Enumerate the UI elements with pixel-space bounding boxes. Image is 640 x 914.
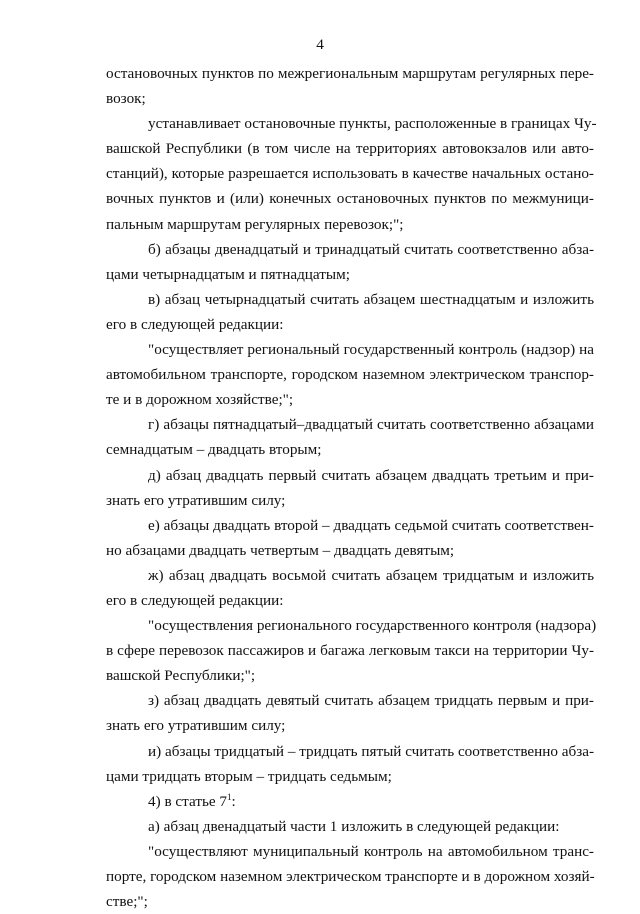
line-text: вашской Республики (в том числе на территориях автовокзалов или авто-: [106, 140, 594, 158]
text-line: [106, 839, 594, 864]
text-line: [106, 764, 594, 789]
text-line: [106, 262, 594, 287]
line-text: "осуществляет региональный государственный контроль (надзор) на: [148, 341, 594, 359]
text-line: [106, 739, 594, 764]
text-line: [106, 136, 594, 161]
text-line: [106, 362, 594, 387]
line-text: порте, городском наземном электрическом транспорте и в дорожном хозяй-: [106, 868, 595, 885]
line-text: а) абзац двенадцатый части 1 изложить в следующей редакции:: [148, 817, 560, 835]
text-line: [106, 437, 594, 462]
text-line: [106, 61, 594, 86]
line-text: стве;";: [106, 893, 148, 911]
text-line: [106, 337, 594, 362]
line-text: цами четырнадцатым и пятнадцатым;: [106, 265, 350, 283]
line-text: автомобильном транспорте, городском наземном электрическом транспор-: [106, 366, 594, 384]
line-text: г) абзацы пятнадцатый–двадцатый считать соответственно абзацами: [148, 416, 594, 434]
text-line: [106, 864, 594, 889]
line-text: знать его утратившим силу;: [106, 717, 286, 735]
text-line: [106, 789, 594, 814]
line-text: е) абзацы двадцать второй – двадцать седьмой считать соответствен-: [148, 516, 594, 534]
text-line: [106, 161, 594, 186]
line-text: д) абзац двадцать первый считать абзацем двадцать третьим и при-: [148, 466, 594, 484]
text-line: [106, 111, 597, 136]
text-line: [106, 463, 594, 488]
line-text: "осуществляют муниципальный контроль на автомобильном транс-: [148, 842, 594, 860]
text-line: [106, 287, 594, 312]
superscript: 1: [227, 791, 232, 802]
text-line: [106, 186, 594, 211]
text-line: [106, 387, 594, 412]
page-number: 4: [316, 36, 324, 53]
line-text: устанавливает остановочные пункты, расположенные в границах Чу-: [148, 115, 597, 133]
text-line: [106, 412, 594, 437]
line-text: ж) абзац двадцать восьмой считать абзацем тридцатым и изложить: [148, 566, 594, 584]
line-text: 4) в статье 7: [148, 792, 228, 810]
line-text: возок;: [106, 90, 146, 108]
line-suffix: :: [231, 792, 236, 810]
text-line: [106, 86, 594, 111]
line-text: вашской Республики;";: [106, 667, 256, 685]
line-text: пальным маршрутам регулярных перевозок;";: [106, 215, 404, 233]
text-line: [106, 814, 594, 839]
line-text: знать его утратившим силу;: [106, 491, 286, 509]
text-line: [106, 312, 594, 337]
text-line: [106, 688, 594, 713]
line-text: в сфере перевозок пассажиров и багажа легковым такси на территории Чу-: [106, 642, 594, 660]
text-line: [106, 538, 594, 563]
line-text: в) абзац четырнадцатый считать абзацем шестнадцатым и изложить: [148, 290, 594, 308]
text-line: [106, 212, 594, 237]
text-line: [106, 488, 594, 513]
text-line: [106, 713, 594, 738]
text-line: [106, 513, 594, 538]
text-line: [106, 889, 594, 914]
text-line: [106, 563, 594, 588]
text-line: [106, 638, 594, 663]
document-body: [106, 61, 597, 914]
line-text: его в следующей редакции:: [106, 591, 284, 609]
line-text: цами тридцать вторым – тридцать седьмым;: [106, 767, 392, 785]
line-text: его в следующей редакции:: [106, 315, 284, 333]
line-text: "осуществления регионального государственного контроля (надзора): [148, 617, 597, 635]
line-text: те и в дорожном хозяйстве;";: [106, 391, 294, 409]
line-text: станций), которые разрешается использовать в качестве начальных остано-: [106, 165, 594, 183]
text-line: [106, 613, 597, 638]
line-text: и) абзацы тридцатый – тридцать пятый считать соответственно абза-: [148, 742, 595, 760]
line-text: остановочных пунктов по межрегиональным маршрутам регулярных пере-: [106, 65, 594, 82]
line-text: з) абзац двадцать девятый считать абзацем тридцать первым и при-: [148, 692, 594, 710]
text-line: [106, 588, 594, 613]
text-line: [106, 663, 594, 688]
line-text: семнадцатым – двадцать вторым;: [106, 441, 322, 459]
line-text: б) абзацы двенадцатый и тринадцатый считать соответственно абза-: [148, 240, 594, 258]
text-line: [106, 237, 594, 262]
line-text: но абзацами двадцать четвертым – двадцать девятым;: [106, 541, 455, 559]
line-text: вочных пунктов и (или) конечных остановочных пунктов по межмуници-: [106, 190, 594, 208]
